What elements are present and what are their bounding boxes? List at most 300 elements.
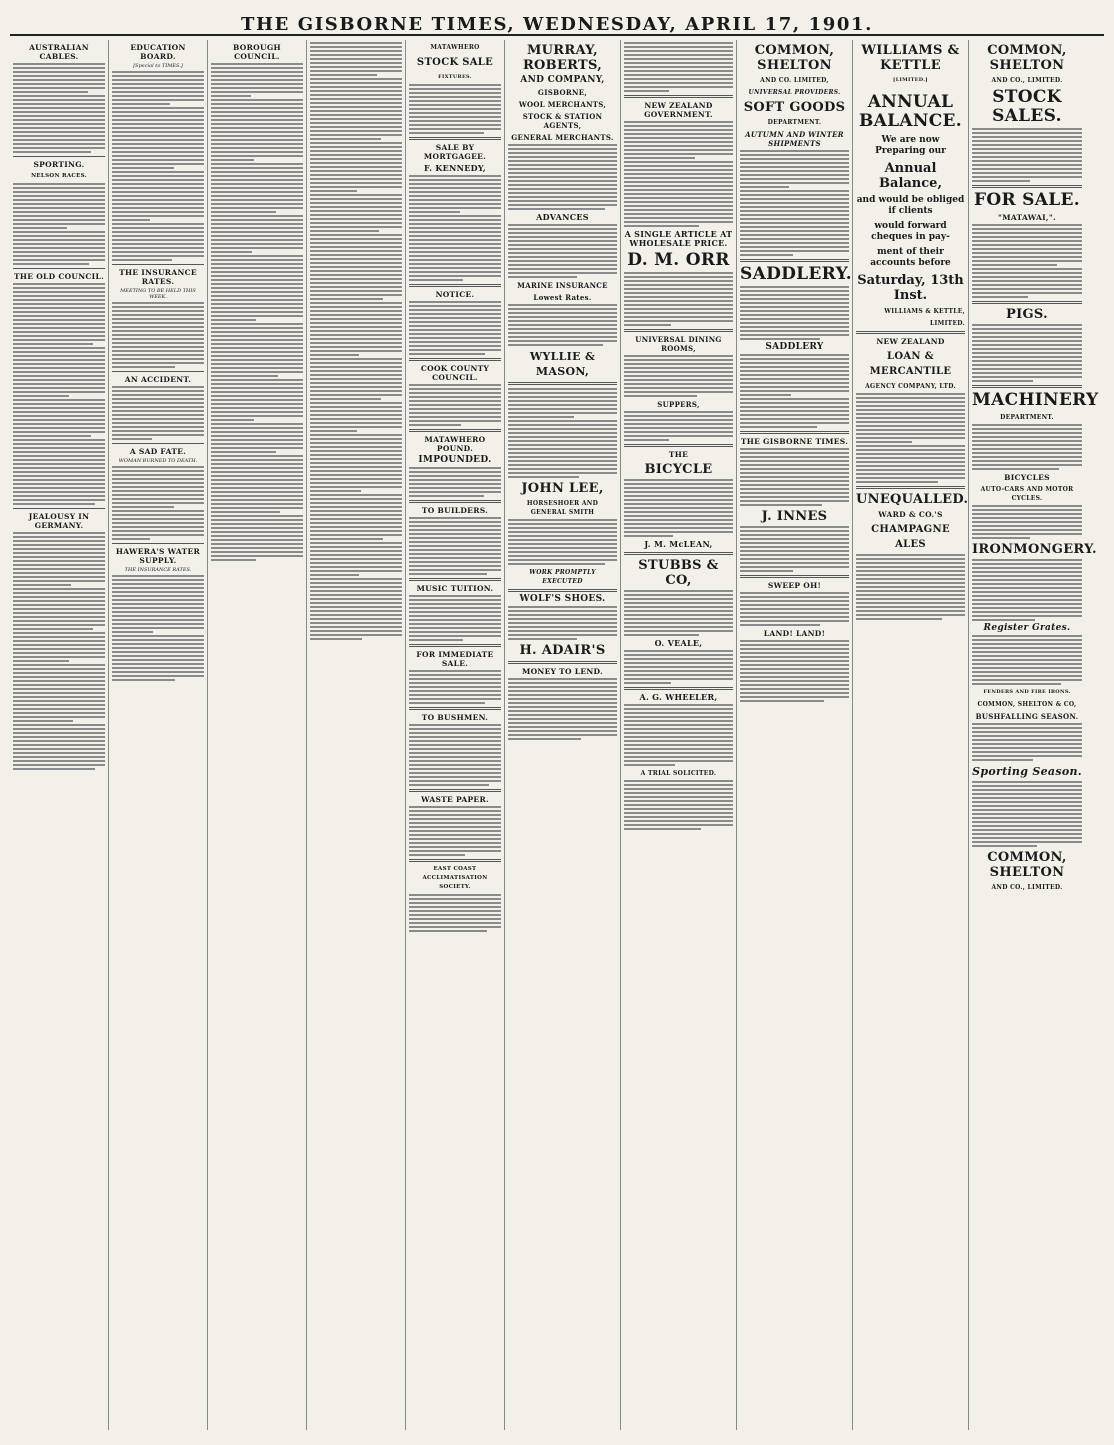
text-line (409, 930, 487, 932)
text-line (740, 198, 849, 200)
text-line (409, 179, 501, 181)
text-line (972, 735, 1082, 737)
text-line (972, 739, 1082, 741)
ad-text (972, 559, 1082, 621)
text-line (409, 203, 501, 205)
text-line (211, 451, 276, 453)
text-line (211, 367, 303, 369)
text-line (409, 557, 501, 559)
text-line (740, 250, 849, 252)
heading-ward: WARD & CO.'S (878, 510, 943, 519)
text-line (409, 187, 501, 189)
heading-f-kennedy: F. KENNEDY, (424, 163, 486, 173)
text-line (624, 74, 733, 76)
text-line (409, 416, 501, 418)
text-line (409, 627, 501, 629)
text-line (13, 243, 105, 245)
text-line (740, 570, 793, 572)
text-line (972, 563, 1082, 565)
text-line (112, 414, 204, 416)
text-line (310, 226, 402, 228)
ad-text (508, 420, 617, 478)
text-line (856, 606, 965, 608)
text-line (856, 449, 965, 451)
text-line (13, 724, 105, 726)
text-line (211, 183, 303, 185)
text-line (740, 612, 849, 614)
text-line (409, 353, 485, 355)
text-line (409, 392, 501, 394)
text-line (112, 131, 204, 133)
heading-matawhero-pound: MATAWHERO POUND. (424, 435, 486, 453)
text-line (310, 554, 402, 556)
text-line (508, 555, 617, 557)
text-line (409, 467, 501, 469)
text-line (508, 710, 617, 712)
text-line (211, 167, 303, 169)
heading-williams-kettle: WILLIAMS & KETTLE (861, 43, 960, 73)
text-line (972, 148, 1082, 150)
text-line (624, 756, 733, 758)
text-line (310, 578, 402, 580)
text-line (740, 592, 849, 594)
text-line (13, 239, 105, 241)
text-line (740, 210, 849, 212)
text-line (972, 635, 1082, 637)
text-line (740, 676, 849, 678)
text-line (112, 615, 204, 617)
text-line (211, 531, 303, 533)
text-line (112, 366, 175, 368)
text-line (112, 655, 204, 657)
text-line (856, 558, 965, 560)
text-line (856, 405, 965, 407)
text-line (508, 144, 617, 146)
text-line (211, 407, 303, 409)
text-line (508, 256, 617, 258)
text-line (310, 430, 357, 432)
text-line (310, 258, 402, 260)
text-line (310, 514, 402, 516)
article-text (13, 183, 105, 229)
text-line (112, 358, 204, 360)
text-line (409, 84, 501, 86)
ad-text (972, 635, 1082, 685)
text-line (508, 424, 617, 426)
text-line (972, 296, 1028, 298)
text-line (112, 187, 204, 189)
text-line (624, 598, 733, 600)
subheading: [Special to TIMES.] (133, 63, 183, 69)
article-text (211, 379, 303, 421)
text-line (972, 841, 1082, 843)
text-line (624, 812, 733, 814)
heading-pigs: PIGS. (1006, 307, 1048, 322)
text-line (211, 111, 303, 113)
text-line (13, 632, 105, 634)
text-line (972, 845, 1037, 847)
text-line (508, 200, 617, 202)
text-line (211, 427, 303, 429)
column-5 (406, 40, 505, 1430)
text-line (409, 906, 501, 908)
text-line (740, 306, 849, 308)
ad-text (409, 517, 501, 575)
text-line (856, 614, 965, 616)
text-line (13, 495, 105, 497)
heading-wool-merchants: WOOL MERCHANTS, (518, 100, 607, 109)
article-text (310, 78, 402, 140)
text-line (624, 435, 733, 437)
article-text (310, 402, 402, 432)
text-line (409, 239, 501, 241)
text-line (310, 262, 402, 264)
text-line (211, 255, 303, 257)
text-line (508, 460, 617, 462)
text-line (508, 328, 617, 330)
text-line (972, 352, 1082, 354)
text-line (13, 87, 105, 89)
text-line (211, 99, 303, 101)
text-line (13, 215, 105, 217)
text-line (13, 744, 105, 746)
article-text (211, 423, 303, 453)
text-line (112, 326, 204, 328)
text-line (112, 346, 204, 348)
text-line (112, 207, 204, 209)
text-line (310, 518, 402, 520)
text-line (624, 796, 733, 798)
text-line (310, 182, 402, 184)
text-line (211, 199, 303, 201)
text-line (409, 337, 501, 339)
text-line (624, 732, 733, 734)
text-line (13, 640, 105, 642)
text-line (624, 602, 733, 604)
text-line (13, 147, 105, 149)
text-line (624, 46, 733, 48)
text-line (211, 287, 303, 289)
text-line (972, 180, 1030, 182)
text-line (211, 239, 303, 241)
text-line (13, 203, 105, 205)
text-line (508, 722, 617, 724)
text-line (624, 499, 733, 501)
text-line (310, 510, 402, 512)
text-line (624, 594, 733, 596)
article-text (13, 347, 105, 397)
text-line (409, 321, 501, 323)
text-line (624, 519, 733, 521)
text-line (13, 443, 105, 445)
text-line (740, 290, 849, 292)
heading-australian-cables: AUSTRALIAN CABLES. (29, 43, 89, 61)
text-line (310, 146, 402, 148)
text-line (624, 515, 733, 517)
text-line (211, 535, 303, 537)
text-line (112, 342, 204, 344)
text-line (112, 434, 204, 436)
text-line (310, 634, 402, 636)
text-line (740, 692, 849, 694)
text-line (112, 643, 204, 645)
text-line (211, 323, 303, 325)
text-line (310, 246, 402, 248)
text-line (624, 121, 733, 123)
text-line (740, 230, 849, 232)
text-line (13, 347, 105, 349)
text-line (409, 384, 501, 386)
text-line (13, 119, 105, 121)
text-line (624, 367, 733, 369)
heading-jealousy-germany: JEALOUSY IN GERMANY. (28, 512, 90, 530)
text-line (409, 537, 501, 539)
article-text (310, 42, 402, 76)
text-line (972, 432, 1082, 434)
text-line (740, 206, 849, 208)
text-line (740, 422, 849, 424)
text-line (409, 247, 501, 249)
heading-nz: NEW ZEALAND (876, 337, 945, 346)
text-line (112, 518, 204, 520)
text-line (310, 222, 402, 224)
text-line (409, 227, 501, 229)
text-line (972, 579, 1082, 581)
text-line (624, 193, 733, 195)
article-text (13, 283, 105, 345)
text-line (211, 79, 303, 81)
text-line (211, 291, 303, 293)
text-line (13, 664, 105, 666)
text-line (211, 175, 303, 177)
text-line (13, 748, 105, 750)
text-line (211, 467, 303, 469)
text-line (740, 648, 849, 650)
heading-the: THE (668, 450, 689, 459)
text-line (310, 542, 402, 544)
text-line (13, 263, 89, 265)
text-line (740, 174, 849, 176)
text-line (13, 660, 69, 662)
text-line (112, 143, 204, 145)
text-line (13, 564, 105, 566)
text-line (409, 183, 501, 185)
text-line (856, 554, 965, 556)
text-line (508, 208, 605, 210)
text-line (211, 91, 303, 93)
text-line (211, 115, 303, 117)
text-line (740, 484, 849, 486)
text-line (508, 188, 617, 190)
text-line (624, 674, 733, 676)
text-line (112, 107, 204, 109)
text-line (972, 525, 1082, 527)
ad-text (624, 650, 733, 684)
text-line (310, 526, 402, 528)
text-line (13, 411, 105, 413)
text-line (409, 325, 501, 327)
text-line (972, 751, 1082, 753)
text-line (409, 830, 501, 832)
text-line (13, 235, 105, 237)
text-line (310, 606, 402, 608)
text-line (211, 215, 303, 217)
text-line (13, 231, 105, 233)
text-line (211, 491, 303, 493)
text-line (740, 322, 849, 324)
text-line (624, 276, 733, 278)
text-line (508, 224, 617, 226)
heading-and-company: AND COMPANY, (520, 75, 605, 85)
text-line (409, 124, 501, 126)
heading-land-land: LAND! LAND! (763, 629, 826, 638)
text-line (972, 136, 1082, 138)
text-line (112, 255, 204, 257)
text-line (13, 419, 105, 421)
text-line (624, 300, 733, 302)
text-line (211, 147, 303, 149)
text-line (409, 842, 501, 844)
text-line (740, 566, 849, 568)
text-line (211, 295, 303, 297)
text-line (310, 326, 402, 328)
ad-text (508, 388, 617, 418)
text-line (624, 312, 733, 314)
text-line (310, 354, 359, 356)
text-line (211, 515, 303, 517)
text-line (972, 639, 1082, 641)
text-line (409, 838, 501, 840)
text-line (972, 340, 1082, 342)
text-line (112, 631, 153, 633)
text-line (13, 407, 105, 409)
text-line (310, 66, 402, 68)
heading-unequalled: UNEQUALLED. (856, 492, 969, 507)
text-line (13, 283, 105, 285)
text-line (13, 287, 105, 289)
text-line (112, 171, 204, 173)
text-line (508, 172, 617, 174)
text-line (310, 498, 402, 500)
text-line (112, 494, 204, 496)
text-line (13, 387, 105, 389)
text-line (508, 706, 617, 708)
text-line (112, 87, 204, 89)
text-line (211, 487, 303, 489)
text-line (972, 595, 1082, 597)
text-line (13, 439, 105, 441)
text-line (856, 409, 965, 411)
text-line (624, 359, 733, 361)
heading-sweep-oh: SWEEP OH! (767, 581, 822, 590)
text-line (13, 752, 105, 754)
text-line (740, 672, 849, 674)
heading-bushfalling: BUSHFALLING SEASON. (975, 712, 1079, 721)
text-line (13, 343, 93, 345)
text-line (112, 390, 204, 392)
text-line (409, 479, 501, 481)
text-line (624, 371, 733, 373)
text-line (211, 331, 303, 333)
text-line (211, 263, 303, 265)
text-line (310, 102, 402, 104)
masthead: THE GISBORNE TIMES, WEDNESDAY, APRIL 17, 1901. (10, 14, 1104, 36)
text-line (740, 464, 849, 466)
text-line (624, 284, 733, 286)
text-line (856, 417, 965, 419)
text-line (856, 429, 965, 431)
heading-common-shelton-10: COMMON, SHELTON (987, 43, 1067, 73)
text-line (740, 366, 849, 368)
text-line (972, 505, 1082, 507)
article-text (112, 71, 204, 105)
text-line (13, 207, 105, 209)
text-line (409, 698, 501, 700)
text-line (409, 690, 501, 692)
text-line (211, 463, 303, 465)
text-line (624, 78, 733, 80)
text-line (624, 824, 733, 826)
text-line (624, 816, 733, 818)
text-line (624, 201, 733, 203)
text-line (211, 499, 303, 501)
text-line (13, 371, 105, 373)
text-line (740, 214, 849, 216)
text-line (409, 475, 501, 477)
text-line (13, 359, 105, 361)
heading-bicycles: BICYCLES (1004, 473, 1050, 482)
text-line (624, 213, 733, 215)
ad-text (740, 150, 849, 188)
heading-wheeler: A. G. WHEELER, (639, 692, 718, 702)
heading-common-shelton: COMMON, SHELTON (754, 43, 835, 73)
ad-text (409, 84, 501, 134)
article-text (310, 234, 402, 300)
text-line (310, 250, 402, 252)
text-line (972, 655, 1082, 657)
text-line (310, 46, 402, 48)
text-line (211, 227, 303, 229)
article-text (112, 171, 204, 221)
text-line (856, 457, 965, 459)
text-line (13, 475, 105, 477)
text-line (211, 211, 276, 213)
balance-line: Annual Balance, (879, 161, 942, 191)
text-line (508, 472, 617, 474)
text-line (211, 67, 303, 69)
text-line (211, 103, 303, 105)
text-line (972, 468, 1059, 470)
text-line (13, 636, 105, 638)
text-line (13, 688, 105, 690)
text-line (310, 502, 402, 504)
text-line (409, 898, 501, 900)
text-line (13, 291, 105, 293)
text-line (409, 88, 501, 90)
text-line (972, 372, 1082, 374)
text-line (310, 42, 402, 44)
text-line (211, 119, 303, 121)
text-line (211, 271, 303, 273)
text-line (508, 444, 617, 446)
text-line (211, 151, 303, 153)
text-line (740, 150, 849, 152)
text-line (112, 115, 204, 117)
text-line (310, 114, 402, 116)
text-line (13, 736, 105, 738)
text-line (972, 240, 1082, 242)
text-line (972, 659, 1082, 661)
